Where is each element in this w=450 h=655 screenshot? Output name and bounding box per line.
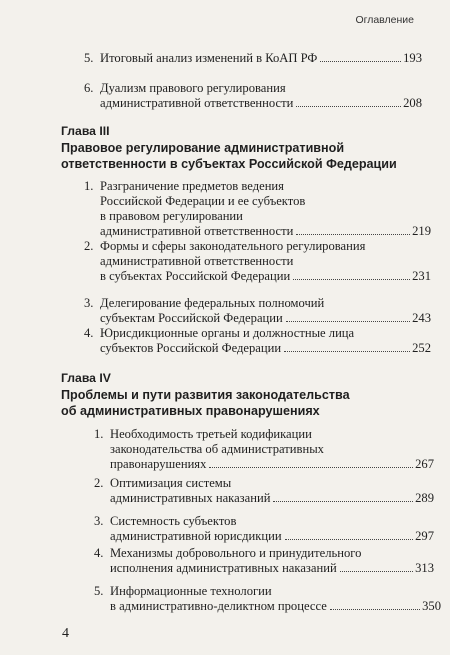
- entry-number: 1.: [94, 427, 104, 441]
- dot-leader: [296, 234, 410, 235]
- entry-page: 297: [415, 529, 434, 543]
- toc-entry-3-3: [84, 296, 431, 326]
- entry-number: 2.: [84, 239, 94, 253]
- page-number: 4: [62, 626, 69, 641]
- chapter-label: Глава III: [61, 124, 110, 138]
- entry-title-line: административной ответственности: [100, 96, 294, 110]
- entry-title-line: законодательства об административных: [110, 442, 324, 456]
- entry-title-line: административной юрисдикции: [110, 529, 282, 543]
- entry-title-line: в правовом регулировании: [100, 209, 243, 223]
- dot-leader: [296, 106, 401, 107]
- dot-leader: [285, 539, 413, 540]
- entry-title-line: субъектам Российской Федерации: [100, 311, 283, 325]
- entry-page: 350: [422, 599, 441, 613]
- entry-number: 3.: [94, 514, 104, 528]
- toc-entry-3-1: [84, 179, 431, 239]
- toc-entry-3-4: [84, 326, 431, 356]
- entry-number: 3.: [84, 296, 94, 310]
- toc-entry-4-3: [94, 514, 434, 544]
- entry-number: 4.: [84, 326, 94, 340]
- entry-title-line: Дуализм правового регулирования: [100, 81, 286, 95]
- entry-title-line: Информационные технологии: [110, 584, 272, 598]
- chapter-title: [61, 140, 397, 172]
- entry-page: 267: [415, 457, 434, 471]
- chapter-title-line: об административных правонарушениях: [61, 404, 320, 418]
- toc-entry-4-5: [94, 584, 441, 614]
- chapter-title-line: ответственности в субъектах Российской Федерации: [61, 157, 397, 171]
- entry-number: 6.: [84, 81, 94, 95]
- entry-title-line: правонарушениях: [110, 457, 207, 471]
- dot-leader: [209, 467, 413, 468]
- entry-title-line: Итоговый анализ изменений в КоАП РФ: [100, 51, 318, 65]
- running-head: Оглавление: [355, 14, 414, 26]
- entry-page: 219: [412, 224, 431, 238]
- entry-page: 208: [403, 96, 422, 110]
- entry-title-line: Разграничение предметов ведения: [100, 179, 284, 193]
- chapter-title: [61, 387, 350, 419]
- entry-page: 313: [415, 561, 434, 575]
- entry-title-line: Юрисдикционные органы и должностные лица: [100, 326, 355, 340]
- chapter-title-line: Правовое регулирование административной: [61, 141, 345, 155]
- chapter-label: Глава IV: [61, 371, 111, 385]
- entry-number: 2.: [94, 476, 104, 490]
- entry-page: 243: [412, 311, 431, 325]
- entry-page: 193: [403, 51, 422, 65]
- entry-title-line: Оптимизация системы: [110, 476, 232, 490]
- entry-title-line: Российской Федерации и ее субъектов: [100, 194, 306, 208]
- dot-leader: [286, 321, 410, 322]
- entry-number: 5.: [84, 51, 94, 65]
- entry-number: 1.: [84, 179, 94, 193]
- entry-title-line: административной ответственности: [100, 224, 294, 238]
- chapter-title-line: Проблемы и пути развития законодательства: [61, 388, 350, 402]
- dot-leader: [320, 61, 401, 62]
- toc-entry-4-4: [94, 546, 434, 576]
- dot-leader: [273, 501, 413, 502]
- entry-number: 4.: [94, 546, 104, 560]
- entry-title-line: Необходимость третьей кодификации: [110, 427, 312, 441]
- entry-title-line: Системность субъектов: [110, 514, 237, 528]
- entry-title-line: Механизмы добровольного и принудительного: [110, 546, 362, 560]
- toc-entry-2-6: [84, 81, 422, 111]
- dot-leader: [284, 351, 410, 352]
- entry-page: 289: [415, 491, 434, 505]
- entry-number: 5.: [94, 584, 104, 598]
- entry-title-line: административных наказаний: [110, 491, 271, 505]
- entry-title-line: в субъектах Российской Федерации: [100, 269, 291, 283]
- entry-page: 252: [412, 341, 431, 355]
- dot-leader: [340, 571, 413, 572]
- toc-entry-3-2: [84, 239, 431, 284]
- dot-leader: [330, 609, 420, 610]
- entry-title-line: в административно-деликтном процессе: [110, 599, 327, 613]
- entry-title-line: исполнения административных наказаний: [110, 561, 337, 575]
- entry-page: 231: [412, 269, 431, 283]
- toc-entry-2-5: [84, 51, 422, 66]
- entry-title-line: административной ответственности: [100, 254, 294, 268]
- dot-leader: [293, 279, 410, 280]
- entry-title-line: Формы и сферы законодательного регулирования: [100, 239, 366, 253]
- entry-title-line: субъектов Российской Федерации: [100, 341, 282, 355]
- toc-entry-4-1: [94, 427, 434, 472]
- toc-entry-4-2: [94, 476, 434, 506]
- entry-title-line: Делегирование федеральных полномочий: [100, 296, 325, 310]
